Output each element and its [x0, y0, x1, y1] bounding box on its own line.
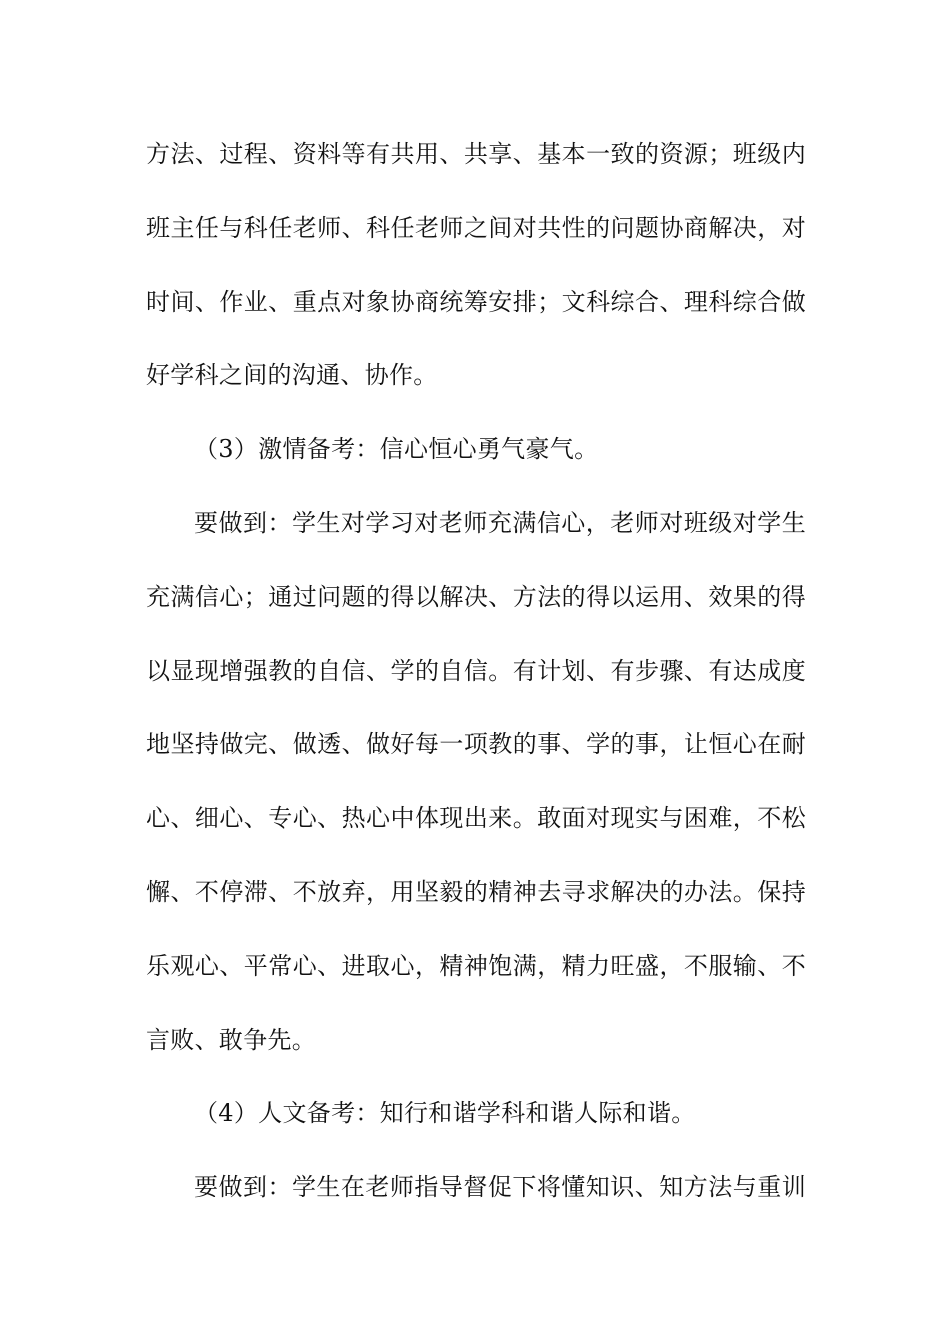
- document-body: [146, 130, 806, 1237]
- text-line: 要做到：学生在老师指导督促下将懂知识、知方法与重训: [194, 1173, 806, 1202]
- text-line: 以显现增强教的自信、学的自信。有计划、有步骤、有达成度: [146, 656, 806, 685]
- section-heading: （4）人文备考：知行和谐学科和谐人际和谐。: [194, 1099, 696, 1128]
- text-line: 好学科之间的沟通、协作。: [146, 361, 438, 390]
- section-heading: （3）激情备考：信心恒心勇气豪气。: [194, 435, 599, 464]
- text-line: 言败、敢争先。: [146, 1025, 317, 1054]
- text-line: 地坚持做完、做透、做好每一项教的事、学的事，让恒心在耐: [146, 730, 806, 759]
- text-line: 要做到：学生对学习对老师充满信心，老师对班级对学生: [194, 508, 806, 537]
- text-line: 班主任与科任老师、科任老师之间对共性的问题协商解决，对: [146, 213, 806, 242]
- text-line: 时间、作业、重点对象协商统筹安排；文科综合、理科综合做: [146, 287, 806, 316]
- text-line: 心、细心、专心、热心中体现出来。敢面对现实与困难，不松: [146, 804, 806, 833]
- text-line: 充满信心；通过问题的得以解决、方法的得以运用、效果的得: [146, 582, 806, 611]
- text-line: 方法、过程、资料等有共用、共享、基本一致的资源；班级内: [146, 140, 806, 168]
- text-line: 懈、不停滞、不放弃，用坚毅的精神去寻求解决的办法。保持: [146, 877, 806, 906]
- text-line: 乐观心、平常心、进取心，精神饱满，精力旺盛，不服输、不: [146, 951, 806, 980]
